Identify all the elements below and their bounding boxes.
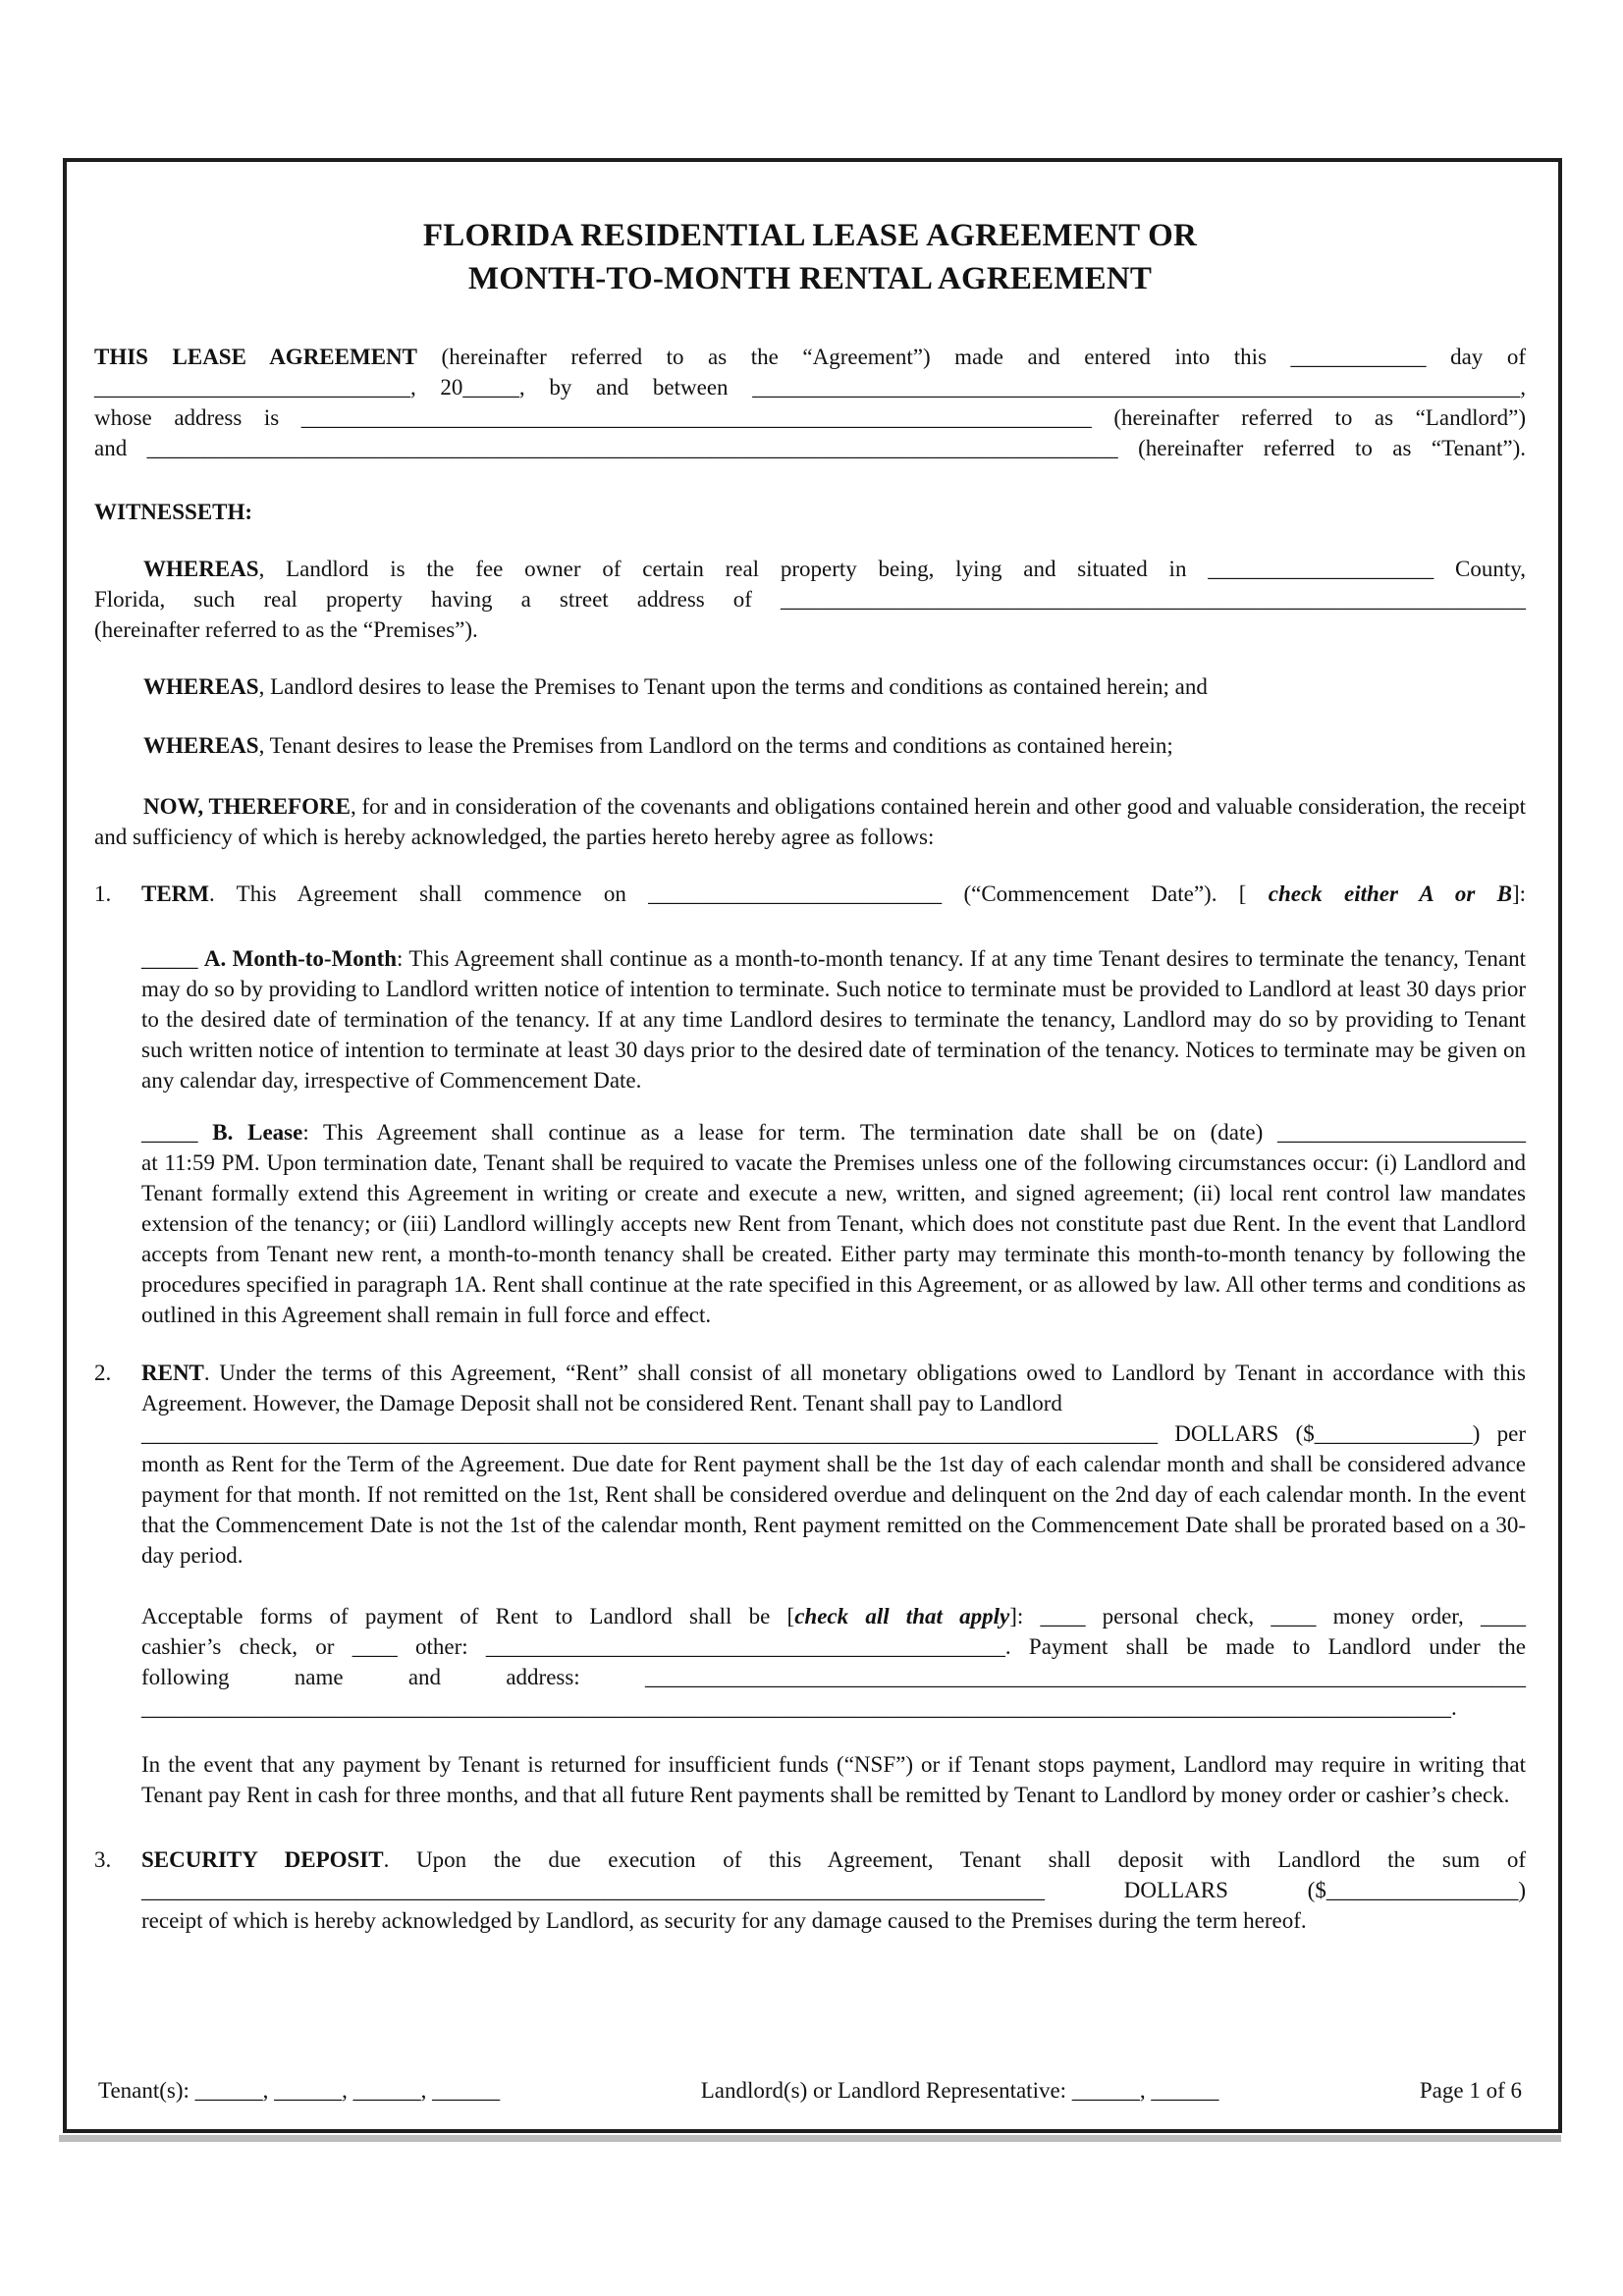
intro-clause xyxy=(94,342,1526,463)
witnesseth-heading: WITNESSETH: xyxy=(94,500,253,524)
payment-forms-line-1: Acceptable forms of payment of Rent to Landlord shall be [check all that apply]: ____ personal check, ____ money order, ____ xyxy=(141,1604,1526,1629)
term-section-number: 1. xyxy=(94,881,112,906)
term-section xyxy=(94,879,1526,909)
security-deposit-paragraph-1: SECURITY DEPOSIT. Upon the due execution of this Agreement, Tenant shall deposit with Landlord the sum of xyxy=(141,1847,1526,1872)
term-check-note: check either A or B xyxy=(1268,881,1512,906)
term-commencement-line: TERM. This Agreement shall commence on __________________________ (“Commencement Date”). [ check either A or B]: xyxy=(141,881,1527,906)
security-deposit-section-number: 3. xyxy=(94,1847,112,1872)
option-b-line-1: _____ B. Lease: This Agreement shall continue as a lease for term. The termination date shall be on (date) ______________________ xyxy=(141,1120,1526,1145)
nsf-clause: In the event that any payment by Tenant is returned for insufficient funds (“NSF”) or if Tenant stops payment, Landlord may require in writing that Tenant pay Rent in cash for three months, and that all future Rent payments shall be remitted by Tenant to Landlord by money order or cashier’s check. xyxy=(141,1752,1526,1807)
whereas-property-clause xyxy=(94,554,1526,645)
whereas-landlord-clause: WHEREAS, Landlord desires to lease the Premises to Tenant upon the terms and conditions as contained herein; and xyxy=(143,674,1208,699)
option-b-checkbox-blank: _____ xyxy=(141,1120,213,1145)
intro-line-4: and ______________________________________________________________________________________ (hereinafter referred to as “Tenant”). xyxy=(94,436,1526,460)
rent-section-number: 2. xyxy=(94,1361,112,1385)
security-deposit-section xyxy=(94,1844,1526,1936)
footer-page-number: Page 1 of 6 xyxy=(1419,2078,1522,2103)
document-title-line1: FLORIDA RESIDENTIAL LEASE AGREEMENT OR xyxy=(422,218,1198,253)
payment-forms-check-note: check all that apply xyxy=(794,1604,1010,1629)
rent-paragraph-1: RENT. Under the terms of this Agreement, “Rent” shall consist of all monetary obligations owed to Landlord by Tenant in accordance with this Agreement. However, the Damage Deposit shall not be considered Rent. Tenant shall pay to Landlord xyxy=(141,1361,1526,1415)
term-heading: TERM xyxy=(141,881,209,906)
security-deposit-paragraph-2: receipt of which is hereby acknowledged by Landlord, as security for any damage caused to the Premises during the term hereof. xyxy=(141,1908,1307,1933)
whereas-property-line-2: Florida, such real property having a street address of __________________________________________________________________ xyxy=(94,587,1526,612)
option-a-heading: A. Month-to-Month xyxy=(203,946,398,971)
security-deposit-dollars-line: ________________________________________________________________________________ DOLLARS ($_________________) xyxy=(141,1878,1526,1902)
rent-payment-forms-clause xyxy=(141,1601,1526,1723)
option-b-heading: B. Lease xyxy=(212,1120,303,1145)
now-therefore-clause: NOW, THEREFORE, for and in consideration of the covenants and obligations contained herein and other good and valuable consideration, the receipt and sufficiency of which is hereby acknowledged, the parties hereto hereby agree as follows: xyxy=(94,794,1527,849)
page-footer xyxy=(98,2075,1522,2106)
rent-dollars-line: __________________________________________________________________________________________ DOLLARS ($______________) per xyxy=(141,1421,1526,1446)
rent-section xyxy=(94,1358,1526,1571)
intro-line-2: ____________________________, 20_____, by and between ____________________________________________________________________, xyxy=(94,375,1526,400)
term-option-a: _____ A. Month-to-Month: This Agreement shall continue as a month-to-month tenancy. If at any time Tenant desires to terminate the tenancy, Tenant may do so by providing to Landlord written notice of intention to terminate. Such notice to terminate must be provided to Landlord at least 30 days prior to the desired date of termination of the tenancy. If at any time Landlord desires to terminate the tenancy, Landlord may do so by providing to Tenant such written notice of intention to terminate at least 30 days prior to the desired date of termination of the tenancy. Notices to terminate may be given on any calendar day, irrespective of Commencement Date. xyxy=(141,946,1527,1093)
whereas-property-line-1: WHEREAS, Landlord is the fee owner of certain real property being, lying and situated in ____________________ County, xyxy=(143,557,1526,581)
security-deposit-heading: SECURITY DEPOSIT xyxy=(141,1847,384,1872)
term-option-b xyxy=(141,1117,1526,1330)
rent-heading: RENT xyxy=(141,1361,204,1385)
payment-forms-line-2: cashier’s check, or ____ other: ______________________________________________. Payment shall be made to Landlord under the xyxy=(141,1634,1526,1659)
document-title-line2: MONTH-TO-MONTH RENTAL AGREEMENT xyxy=(467,261,1153,296)
rent-paragraph-2: month as Rent for the Term of the Agreement. Due date for Rent payment shall be the 1st day of each calendar month and shall be considered advance payment for that month. If not remitted on the 1st, Rent shall be considered overdue and delinquent on the 2nd day of each calendar month. In the event that the Commencement Date is not the 1st of the calendar month, Rent payment remitted on the Commencement Date shall be prorated based on a 30-day period. xyxy=(141,1452,1526,1568)
whereas-tenant-clause: WHEREAS, Tenant desires to lease the Premises from Landlord on the terms and conditions as contained herein; xyxy=(143,733,1173,758)
intro-lead-in: THIS LEASE AGREEMENT xyxy=(94,345,417,369)
document-title xyxy=(94,214,1526,300)
whereas-property-line-3: (hereinafter referred to as the “Premises”). xyxy=(94,617,478,642)
option-a-checkbox-blank: _____ xyxy=(141,946,204,971)
intro-line-1: THIS LEASE AGREEMENT (hereinafter referred to as the “Agreement”) made and entered into this ____________ day of xyxy=(94,345,1527,369)
intro-line-3: whose address is ______________________________________________________________________ (hereinafter referred to as “Landlord”) xyxy=(94,405,1526,430)
lease-document-page xyxy=(63,158,1562,2133)
option-b-body: at 11:59 PM. Upon termination date, Tenant shall be required to vacate the Premises unless one of the following circumstances occur: (i) Landlord and Tenant formally extend this Agreement in writing or create and execute a new, written, and signed agreement; (ii) local rent control law mandates extension of the tenancy; or (iii) Landlord willingly accepts new Rent from Tenant, which does not constitute past due Rent. In the event that Landlord accepts from Tenant new rent, a month-to-month tenancy shall be created. Either party may terminate this month-to-month tenancy by following the procedures specified in paragraph 1A. Rent shall continue at the rate specified in this Agreement, or as allowed by law. All other terms and conditions as outlined in this Agreement shall remain in full force and effect. xyxy=(141,1150,1526,1327)
payment-forms-line-4: ____________________________________________________________________________________________________________________. xyxy=(141,1695,1457,1720)
payment-forms-line-3: following name and address: ______________________________________________________________________________ xyxy=(141,1665,1526,1689)
footer-landlord-initials: Landlord(s) or Landlord Representative: ______, ______ xyxy=(700,2078,1219,2103)
footer-tenant-initials: Tenant(s): ______, ______, ______, ______ xyxy=(98,2078,501,2103)
